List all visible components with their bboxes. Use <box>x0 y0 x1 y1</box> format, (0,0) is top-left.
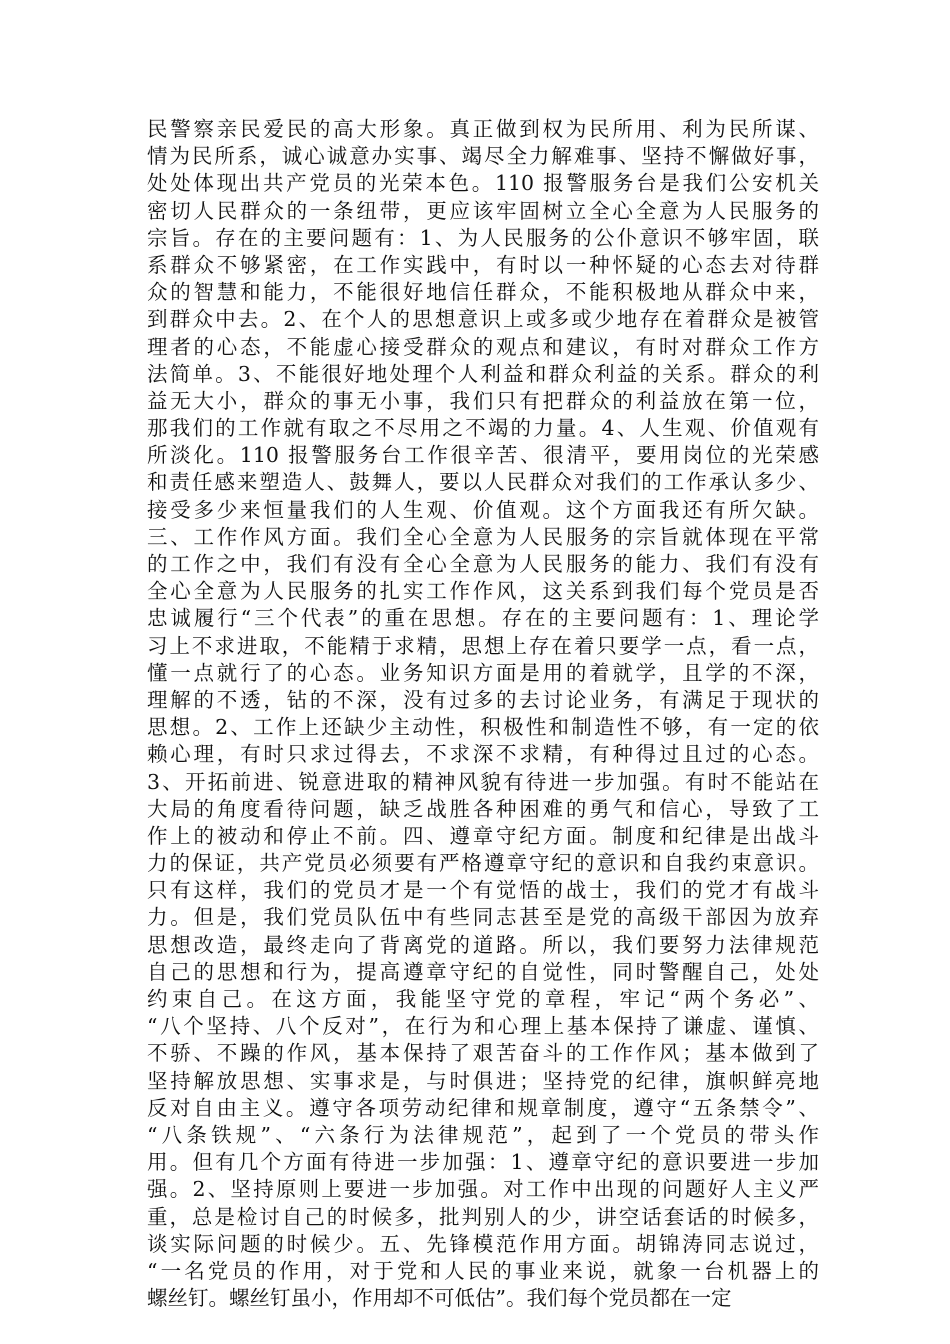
text-line: 理者的心态，不能虚心接受群众的观点和建议，有时对群众工作方 <box>147 334 819 359</box>
text-line: “八个坚持、八个反对”，在行为和心理上基本保持了谦虚、谨慎、 <box>147 1014 819 1039</box>
text-line: 力。但是，我们党员队伍中有些同志甚至是党的高级干部因为放弃 <box>147 905 819 930</box>
document-body <box>147 116 819 1312</box>
text-line: 不骄、不躁的作风，基本保持了艰苦奋斗的工作作风；基本做到了 <box>147 1041 819 1066</box>
text-line: 益无大小，群众的事无小事，我们只有把群众的利益放在第一位， <box>147 388 819 413</box>
text-line: 处处体现出共产党员的光荣本色。110 报警服务台是我们公安机关 <box>147 171 819 196</box>
text-line: 自己的思想和行为，提高遵章守纪的自觉性，同时警醒自己，处处 <box>147 959 819 984</box>
text-line: 思想。2、工作上还缺少主动性，积极性和制造性不够，有一定的依 <box>147 715 819 740</box>
text-line: 作上的被动和停止不前。四、遵章守纪方面。制度和纪律是出战斗 <box>147 823 819 848</box>
text-line: 众的智慧和能力，不能很好地信任群众，不能积极地从群众中来， <box>147 280 819 305</box>
text-line: 谈实际问题的时候少。五、先锋模范作用方面。胡锦涛同志说过， <box>147 1231 819 1256</box>
text-line: 约束自己。在这方面，我能坚守党的章程，牢记“两个务必”、 <box>147 987 819 1011</box>
text-line: 反对自由主义。遵守各项劳动纪律和规章制度，遵守“五条禁令”、 <box>147 1095 819 1120</box>
text-line: 系群众不够紧密，在工作实践中，有时以一种怀疑的心态去对待群 <box>147 252 819 277</box>
text-line: 螺丝钉。螺丝钉虽小，作用却不可低估”。我们每个党员都在一定 <box>147 1286 732 1311</box>
text-line: 民警察亲民爱民的高大形象。真正做到权为民所用、利为民所谋、 <box>147 117 819 141</box>
text-line: 思想改造，最终走向了背离党的道路。所以，我们要努力法律规范 <box>147 932 819 957</box>
text-line: 懂一点就行了的心态。业务知识方面是用的着就学，且学的不深， <box>147 660 819 685</box>
text-line: 重，总是检讨自己的时候多，批判别人的少，讲空话套话的时候多， <box>147 1204 819 1229</box>
text-line: 到群众中去。2、在个人的思想意识上或多或少地存在着群众是被管 <box>147 307 819 332</box>
text-line: 忠诚履行“三个代表”的重在思想。存在的主要问题有：1、理论学 <box>147 606 819 631</box>
text-line: “八条铁规”、“六条行为法律规范”，起到了一个党员的带头作 <box>147 1122 819 1147</box>
text-line: 用。但有几个方面有待进一步加强：1、遵章守纪的意识要进一步加 <box>147 1150 819 1175</box>
text-line: 3、开拓前进、锐意进取的精神风貌有待进一步加强。有时不能站在 <box>147 769 819 794</box>
text-line: 强。2、坚持原则上要进一步加强。对工作中出现的问题好人主义严 <box>147 1177 819 1202</box>
text-line: 理解的不透，钻的不深，没有过多的去讨论业务，有满足于现状的 <box>147 687 819 712</box>
text-line: 的工作之中，我们有没有全心全意为人民服务的能力、我们有没有 <box>147 552 819 576</box>
text-line: 和责任感来塑造人、鼓舞人，要以人民群众对我们的工作承认多少、 <box>147 470 819 495</box>
text-line: 只有这样，我们的党员才是一个有觉悟的战士，我们的党才有战斗 <box>147 878 819 903</box>
text-line: 法简单。3、不能很好地处理个人利益和群众利益的关系。群众的利 <box>147 361 819 386</box>
text-line: “一名党员的作用，对于党和人民的事业来说，就象一台机器上的 <box>147 1258 819 1283</box>
text-line: 情为民所系，诚心诚意办实事、竭尽全力解难事、坚持不懈做好事， <box>147 144 819 169</box>
text-line: 接受多少来恒量我们的人生观、价值观。这个方面我还有所欠缺。 <box>147 497 819 522</box>
text-line: 全心全意为人民服务的扎实工作作风，这关系到我们每个党员是否 <box>147 579 819 604</box>
text-line: 宗旨。存在的主要问题有：1、为人民服务的公仆意识不够牢固，联 <box>147 225 819 250</box>
text-line: 赖心理，有时只求过得去，不求深不求精，有种得过且过的心态。 <box>147 742 819 767</box>
text-line: 那我们的工作就有取之不尽用之不竭的力量。4、人生观、价值观有 <box>147 416 819 441</box>
text-line: 坚持解放思想、实事求是，与时俱进；坚持党的纪律，旗帜鲜亮地 <box>147 1068 819 1093</box>
text-line: 密切人民群众的一条纽带，更应该牢固树立全心全意为人民服务的 <box>147 198 819 223</box>
text-line: 三、工作作风方面。我们全心全意为人民服务的宗旨就体现在平常 <box>147 524 819 549</box>
text-line: 力的保证，共产党员必须要有严格遵章守纪的意识和自我约束意识。 <box>147 851 819 876</box>
text-line: 习上不求进取，不能精于求精，思想上存在着只要学一点，看一点， <box>147 633 819 658</box>
text-line: 大局的角度看待问题，缺乏战胜各种困难的勇气和信心，导致了工 <box>147 796 819 821</box>
text-line: 所淡化。110 报警服务台工作很辛苦、很清平，要用岗位的光荣感 <box>147 443 819 468</box>
